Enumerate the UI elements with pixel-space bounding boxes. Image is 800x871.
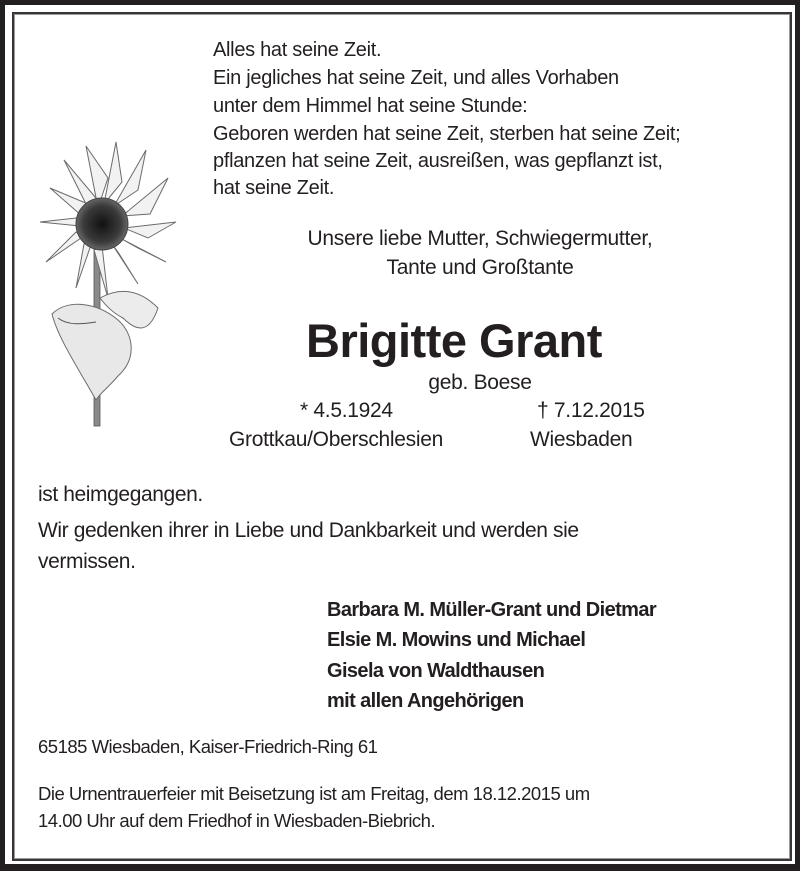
death-date: † 7.12.2015 xyxy=(537,399,645,422)
sunflower-icon xyxy=(38,138,178,428)
remember-text: Wir gedenken ihrer in Liebe und Dankbarkeit und werden sie xyxy=(38,519,579,542)
mourner: Barbara M. Müller-Grant und Dietmar xyxy=(327,599,657,621)
birth-name: geb. Boese xyxy=(428,371,532,394)
address: 65185 Wiesbaden, Kaiser-Friedrich-Ring 61 xyxy=(38,736,378,757)
deceased-name: Brigitte Grant xyxy=(306,314,602,367)
death-place: Wiesbaden xyxy=(530,428,633,451)
ceremony-text: Die Urnentrauerfeier mit Beisetzung ist am Freitag, dem 18.12.2015 um xyxy=(38,783,590,804)
relationship-line: Unsere liebe Mutter, Schwiegermutter, xyxy=(307,227,653,250)
poem-line: Alles hat seine Zeit. xyxy=(213,39,382,61)
poem-line: pflanzen hat seine Zeit, ausreißen, was gepflanzt ist, xyxy=(213,150,663,172)
ceremony-text: 14.00 Uhr auf dem Friedhof in Wiesbaden-Biebrich. xyxy=(38,810,436,831)
mourner: Gisela von Waldthausen xyxy=(327,660,545,682)
poem-line: Ein jegliches hat seine Zeit, und alles Vorhaben xyxy=(213,67,619,89)
birth-date: * 4.5.1924 xyxy=(300,399,393,422)
poem-line: hat seine Zeit. xyxy=(213,177,335,199)
poem-line: Geboren werden hat seine Zeit, sterben hat seine Zeit; xyxy=(213,123,681,145)
remember-text: vermissen. xyxy=(38,550,136,573)
poem-line: unter dem Himmel hat seine Stunde: xyxy=(213,95,528,117)
birth-place: Grottkau/Oberschlesien xyxy=(229,428,444,451)
mourner: mit allen Angehörigen xyxy=(327,690,524,712)
passed-text: ist heimgegangen. xyxy=(38,483,203,506)
mourner: Elsie M. Mowins und Michael xyxy=(327,629,586,651)
relationship-line: Tante und Großtante xyxy=(386,256,574,279)
